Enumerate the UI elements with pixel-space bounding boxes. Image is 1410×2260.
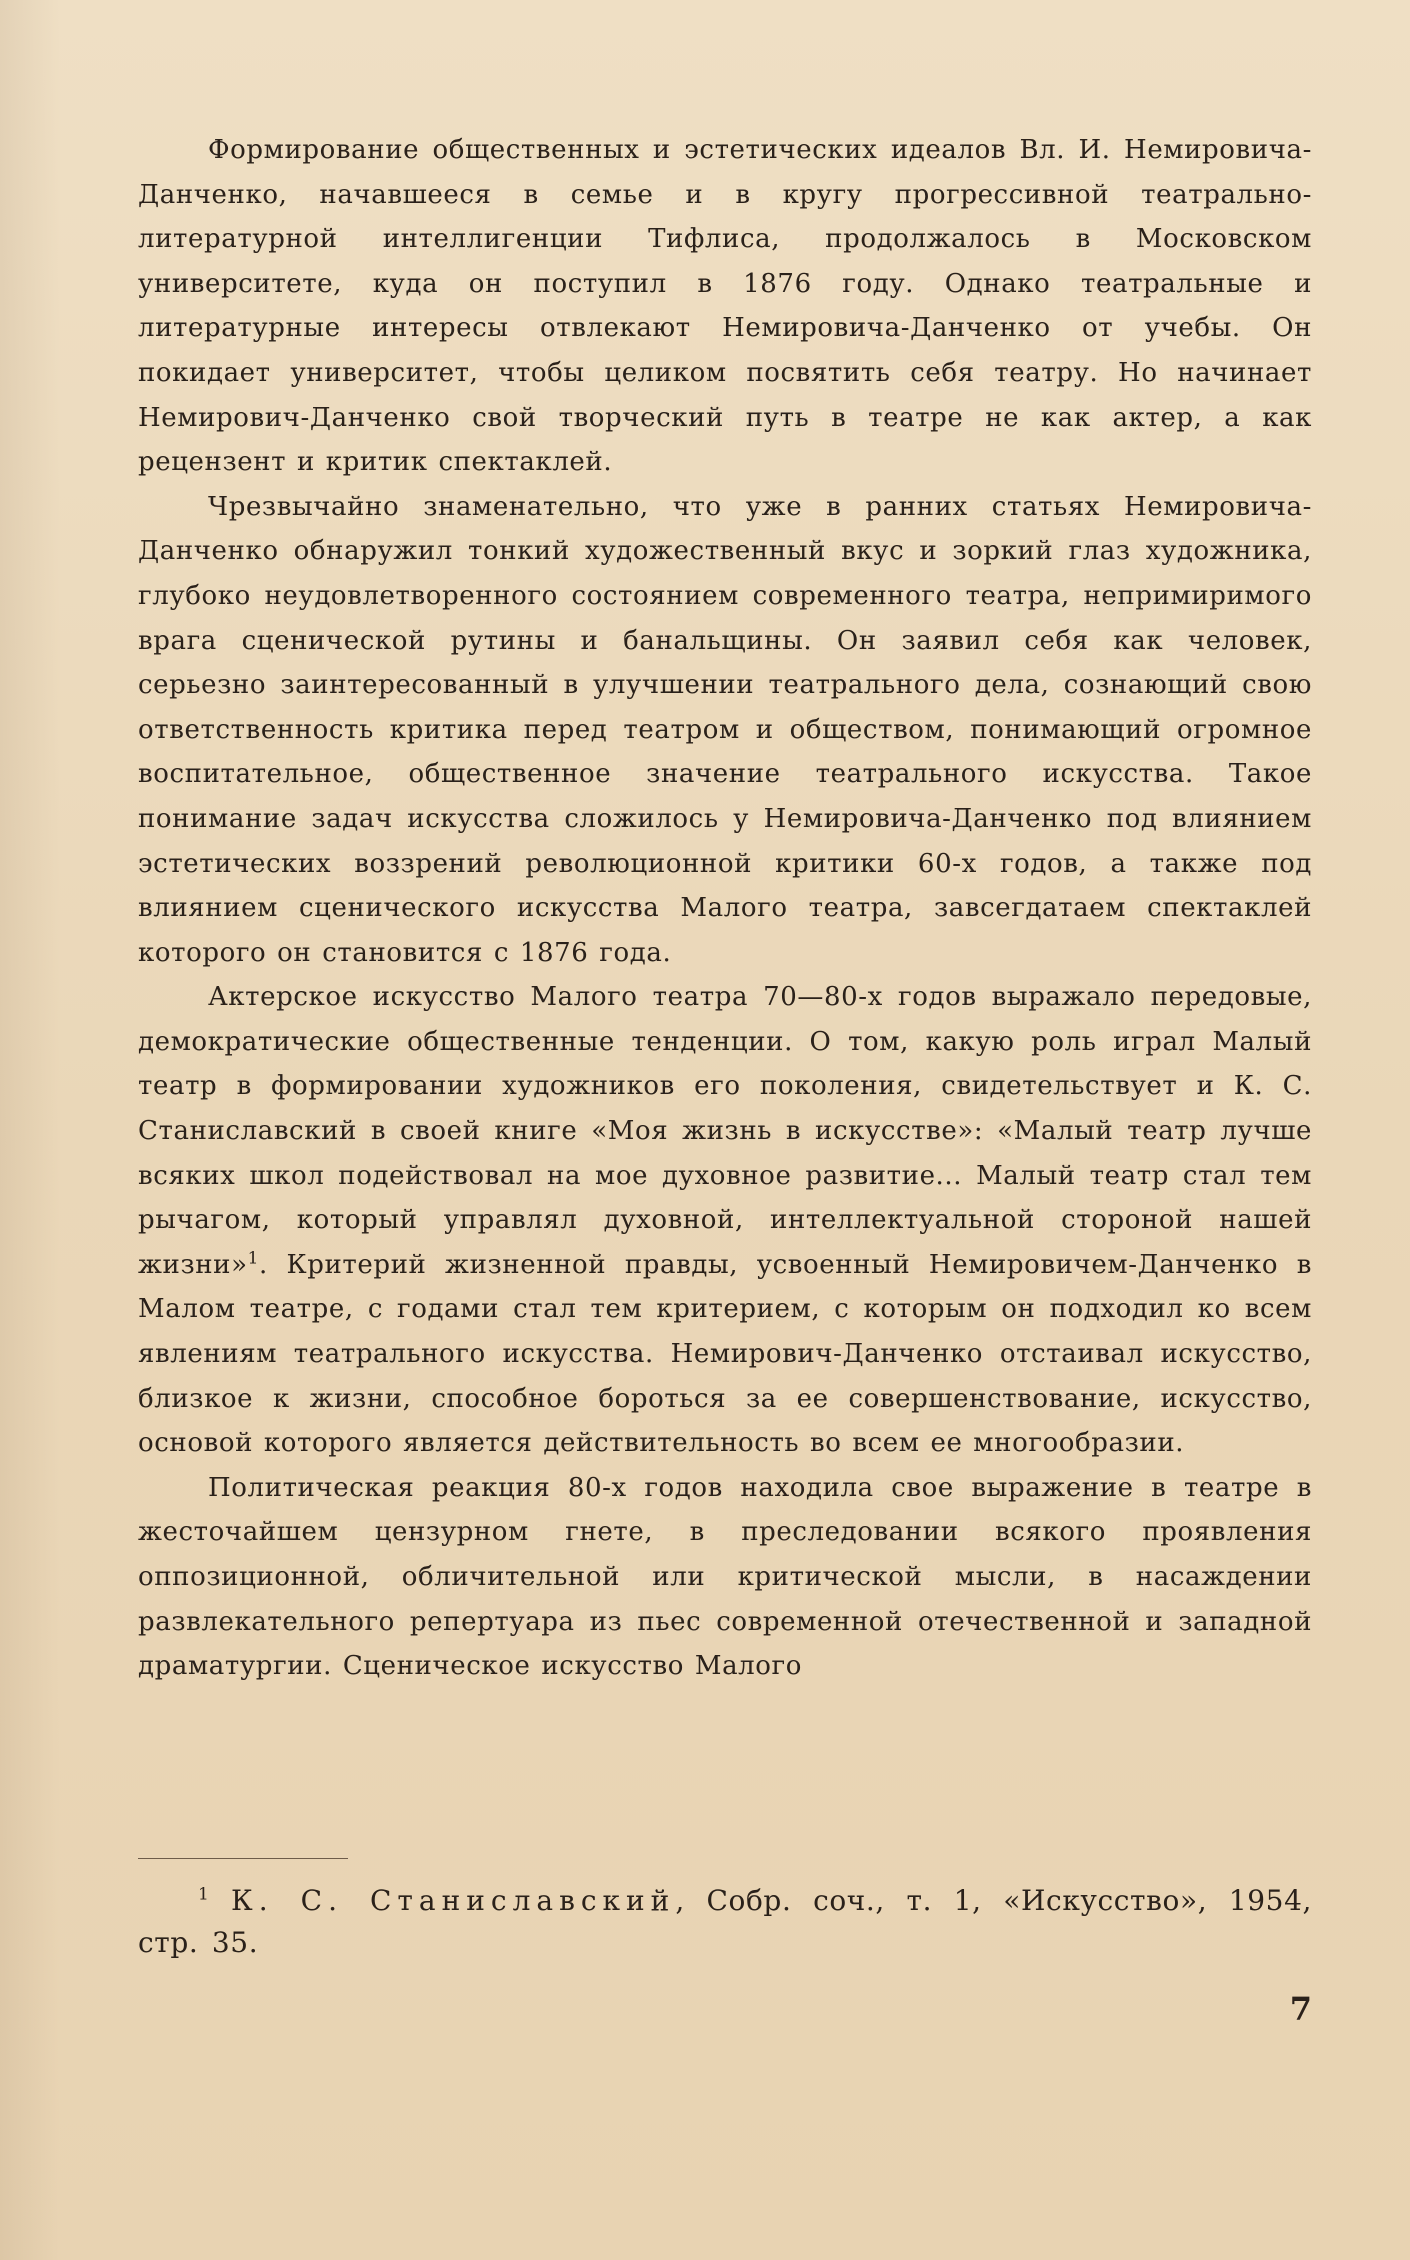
- page-number: 7: [1289, 1990, 1312, 2028]
- footnote-divider: [138, 1858, 348, 1859]
- footnote-source: , Собр. соч., т. 1, «Искусство», 1954, стр. 35.: [138, 1884, 1312, 1959]
- paragraph-3-text: Актерское искусство Малого театра 70—80-х годов выражало передовые, демократические общественные тенденции. О том, какую роль играл Малый театр в формировании художников его поколения, свидетельствует и К. С. Станиславский в своей книге «Моя жизнь в искусстве»: «Малый театр лучше всяких школ подействовал на мое духовное развитие... Малый театр стал тем рычагом, который управлял духовной, интеллектуальной стороной нашей жизни»: [138, 982, 1312, 1280]
- paragraph-2: Чрезвычайно знаменательно, что уже в ранних статьях Немировича-Данченко обнаружил тонкий художественный вкус и зоркий глаз художника, глубоко неудовлетворенного состоянием современного театра, непримиримого врага сценической рутины и банальщины. Он заявил себя как человек, серьезно заинтересованный в улучшении театрального дела, сознающий свою ответственность критика перед театром и обществом, понимающий огромное воспитательное, общественное значение театрального искусства. Такое понимание задач искусства сложилось у Немировича-Данченко под влиянием эстетических воззрений революционной критики 60-х годов, а также под влиянием сценического искусства Малого театра, завсегдатаем спектаклей которого он становится с 1876 года.: [138, 491, 1312, 968]
- footnote-author: К. С. Станиславский: [231, 1884, 676, 1917]
- paragraph-3-continuation: . Критерий жизненной правды, усвоенный Немировичем-Данченко в Малом театре, с годами стал тем критерием, с которым он подходил ко всем явлениям театрального искусства. Немирович-Данченко отстаивал искусство, близкое к жизни, способное бороться за ее совершенствование, искусство, основой которого является действительность во всем ее многообразии.: [138, 1249, 1312, 1459]
- main-text: [138, 128, 1312, 1689]
- footnote: [138, 1880, 1312, 1964]
- paragraph-3: [138, 975, 1312, 1466]
- paragraph-4: Политическая реакция 80-х годов находила свое выражение в театре в жесточайшем цензурном гнете, в преследовании всякого проявления оппозиционной, обличительной или критической мысли, в насаждении развлекательного репертуара из пьес современной отечественной и западной драматургии. Сценическое искусство Малого: [138, 1472, 1312, 1682]
- footnote-reference[interactable]: 1: [247, 1248, 260, 1269]
- paragraph-1: Формирование общественных и эстетических идеалов Вл. И. Немировича-Данченко, начавшееся в семье и в кругу прогрессивной театрально-литературной интеллигенции Тифлиса, продолжалось в Московском университете, куда он поступил в 1876 году. Однако театральные и литературные интересы отвлекают Немировича-Данченко от учебы. Он покидает университет, чтобы целиком посвятить себя театру. Но начинает Немирович-Данченко свой творческий путь в театре не как актер, а как рецензент и критик спектаклей.: [138, 135, 1312, 478]
- footnote-mark: 1: [198, 1884, 210, 1905]
